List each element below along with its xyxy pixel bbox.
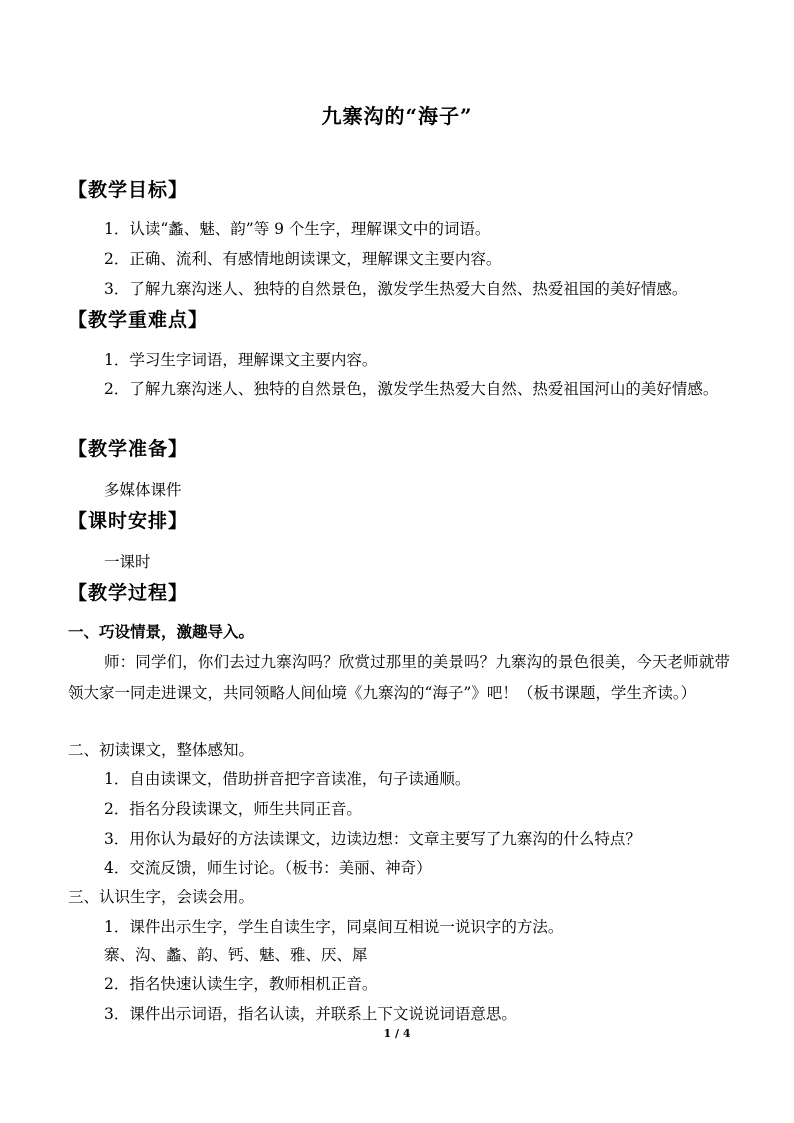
objective-item-1: 1．认读“蠡、魅、韵”等 9 个生字，理解课文中的词语。 [104, 220, 491, 238]
step3-item-3: 3．课件出示词语，指名认读，并联系上下文说说词语意思。 [104, 1005, 517, 1023]
step3-item-2: 2．指名快速认读生字，教师相机正音。 [104, 975, 378, 993]
key-points-heading: 【教学重难点】 [68, 309, 209, 331]
step3-item-1: 1．课件出示生字，学生自读生字，同桌间互相说一说识字的方法。 [104, 918, 564, 936]
step2-item-2: 2．指名分段读课文，师生共同正音。 [104, 800, 362, 818]
step1-title: 一、巧设情景，激趣导入。 [68, 622, 255, 641]
key-point-item-2: 2．了解九寨沟迷人、独特的自然景色，激发学生热爱大自然、热爱祖国河山的美好情感。 [104, 380, 719, 398]
objective-item-2: 2．正确、流利、有感情地朗读课文，理解课文主要内容。 [104, 250, 502, 268]
page-number: 1 / 4 [383, 1027, 411, 1040]
document-title: 九寨沟的“海子” [321, 104, 473, 128]
step3-title: 三、认识生字，会读会用。 [68, 888, 255, 906]
schedule-text: 一课时 [104, 553, 151, 571]
schedule-heading: 【课时安排】 [68, 510, 189, 532]
step2-item-4: 4．交流反馈，师生讨论。（板书：美丽、神奇） [104, 859, 432, 877]
step3-characters: 寨、沟、蠡、韵、钙、魅、雅、厌、犀 [104, 946, 368, 964]
step2-item-3: 3．用你认为最好的方法读课文，边读边想：文章主要写了九寨沟的什么特点？ [104, 830, 641, 848]
step2-item-1: 1．自由读课文，借助拼音把字音读准，句子读通顺。 [104, 770, 471, 788]
step2-title: 二、初读课文，整体感知。 [68, 741, 255, 759]
key-point-item-1: 1．学习生字词语，理解课文主要内容。 [104, 351, 378, 369]
step1-paragraph: 师：同学们，你们去过九寨沟吗？欣赏过那里的美景吗？九寨沟的景色很美，今天老师就带领大家一同走进课文，共同领略人间仙境《九寨沟的“海子”》吧！（板书课题，学生齐读。） [68, 653, 730, 702]
objective-item-3: 3．了解九寨沟迷人、独特的自然景色，激发学生热爱大自然、热爱祖国的美好情感。 [104, 280, 688, 298]
preparation-text: 多媒体课件 [104, 481, 182, 499]
objectives-heading: 【教学目标】 [68, 179, 189, 201]
preparation-heading: 【教学准备】 [68, 438, 189, 460]
process-heading: 【教学过程】 [68, 582, 189, 604]
